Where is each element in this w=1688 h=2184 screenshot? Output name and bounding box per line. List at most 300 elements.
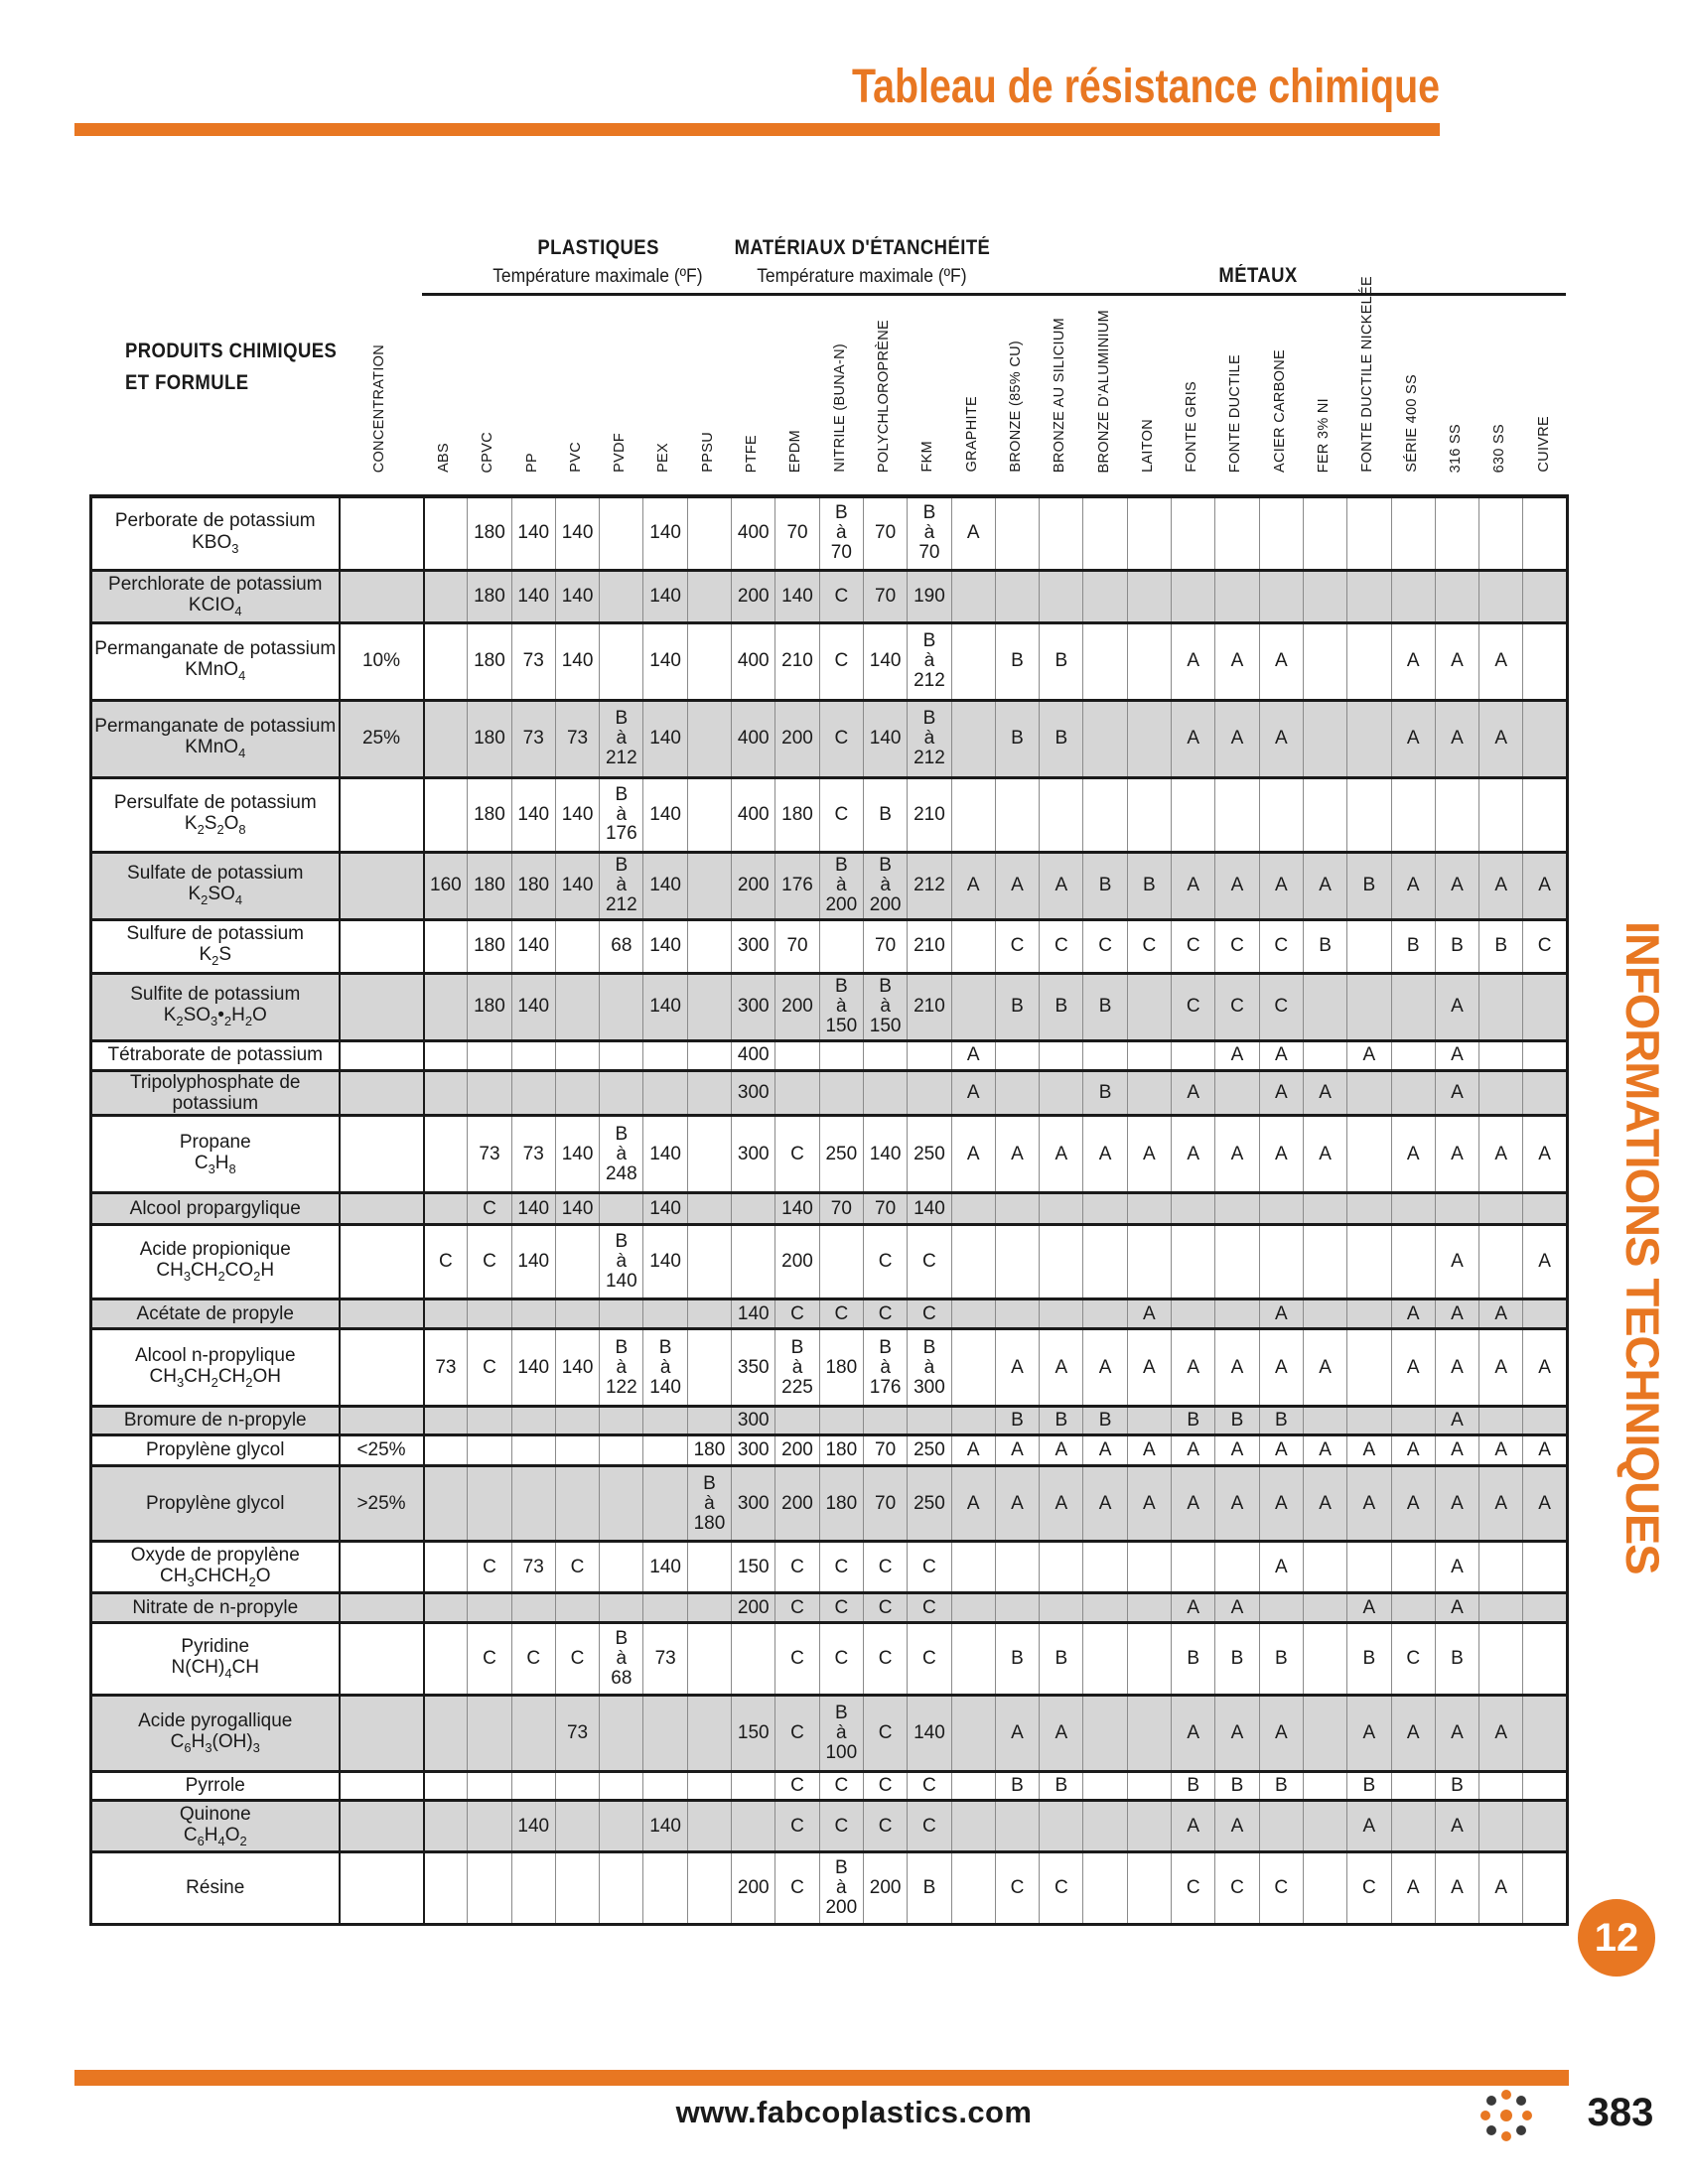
concentration-cell — [340, 1772, 424, 1801]
value-cell: C — [819, 700, 863, 777]
value-cell — [1303, 1772, 1346, 1801]
value-cell: C — [908, 1772, 951, 1801]
corner-label-line1: PRODUITS CHIMIQUES — [125, 340, 338, 362]
value-cell: 140 — [775, 1193, 819, 1225]
value-cell — [1391, 1193, 1435, 1225]
table-row — [91, 777, 1568, 852]
concentration-cell — [340, 1329, 424, 1407]
value-cell: 140 — [511, 1225, 555, 1299]
value-cell — [600, 1696, 643, 1772]
value-cell: A — [1435, 1225, 1478, 1299]
value-cell: C — [775, 1772, 819, 1801]
chemical-name: Pyridine — [181, 1636, 250, 1658]
value-cell — [600, 1466, 643, 1542]
value-cell — [424, 1193, 468, 1225]
value-cell: 140 — [511, 1801, 555, 1852]
value-cell: A — [1215, 1116, 1259, 1193]
value-cell: A — [1172, 1070, 1215, 1116]
value-cell — [732, 1193, 775, 1225]
value-cell — [687, 622, 731, 700]
value-cell — [951, 1801, 995, 1852]
table-row — [91, 622, 1568, 700]
value-cell: B à 176 — [600, 777, 643, 852]
value-cell: A — [1435, 1116, 1478, 1193]
value-cell: C — [863, 1542, 907, 1593]
value-cell — [1523, 1070, 1567, 1116]
chemical-name: Tripolyphosphate de potassium — [130, 1071, 301, 1114]
value-cell — [863, 1040, 907, 1070]
value-cell: A — [951, 1070, 995, 1116]
chemical-name-cell — [91, 777, 340, 852]
value-cell: 210 — [775, 622, 819, 700]
concentration-cell — [340, 1542, 424, 1593]
value-cell — [424, 1852, 468, 1925]
value-cell: 140 — [643, 1116, 687, 1193]
value-cell: A — [1259, 622, 1303, 700]
value-cell: B à 150 — [863, 973, 907, 1040]
value-cell: A — [1435, 1407, 1478, 1435]
value-cell: 350 — [732, 1329, 775, 1407]
value-cell — [819, 1225, 863, 1299]
value-cell: C — [468, 1193, 511, 1225]
value-cell — [555, 1466, 599, 1542]
value-cell — [1040, 1225, 1083, 1299]
value-cell — [1127, 1070, 1171, 1116]
page-title: Tableau de résistance chimique — [851, 61, 1440, 113]
column-header-fkm — [906, 256, 949, 473]
value-cell: A — [1391, 1466, 1435, 1542]
chemical-formula: $CH_3CHCH_2O$ — [160, 1565, 271, 1589]
value-cell: B à 122 — [600, 1329, 643, 1407]
value-cell — [1127, 1696, 1171, 1772]
value-cell — [1127, 1593, 1171, 1623]
value-cell: A — [1083, 1466, 1127, 1542]
value-cell — [1523, 1299, 1567, 1329]
value-cell — [1347, 1542, 1391, 1593]
value-cell: C — [1347, 1852, 1391, 1925]
value-cell: A — [1215, 622, 1259, 700]
value-cell — [511, 1852, 555, 1925]
value-cell: 180 — [468, 777, 511, 852]
value-cell: B — [1347, 1772, 1391, 1801]
value-cell: A — [1435, 1852, 1478, 1925]
value-cell — [1435, 1193, 1478, 1225]
value-cell: C — [1523, 919, 1567, 973]
value-cell — [424, 1542, 468, 1593]
value-cell — [1040, 1299, 1083, 1329]
chemical-formula: $K_2SO_4$ — [188, 884, 242, 908]
value-cell — [600, 1070, 643, 1116]
value-cell: 250 — [908, 1435, 951, 1466]
value-cell — [424, 1435, 468, 1466]
value-cell: A — [1435, 1040, 1478, 1070]
value-cell: A — [1435, 1329, 1478, 1407]
value-cell: 73 — [468, 1116, 511, 1193]
value-cell: 400 — [732, 777, 775, 852]
value-cell: A — [1172, 622, 1215, 700]
value-cell: 140 — [511, 570, 555, 622]
column-header-text: EPDM — [787, 429, 804, 473]
corner-label-line2: ET FORMULE — [125, 370, 249, 394]
value-cell — [1523, 777, 1567, 852]
value-cell: B — [1040, 973, 1083, 1040]
value-cell: B à 70 — [908, 496, 951, 570]
value-cell: A — [1259, 852, 1303, 919]
value-cell — [1083, 496, 1127, 570]
chemical-formula: $K_2S_2O_8$ — [184, 812, 246, 837]
value-cell: C — [1215, 1852, 1259, 1925]
chemical-name-cell — [91, 1696, 340, 1772]
value-cell — [687, 1329, 731, 1407]
value-cell — [1303, 1225, 1346, 1299]
value-cell — [1479, 1623, 1523, 1696]
value-cell — [1040, 1542, 1083, 1593]
value-cell — [1303, 1193, 1346, 1225]
column-header-text: FONTE DUCTILE NICKELÉE — [1359, 276, 1376, 473]
value-cell — [1347, 1225, 1391, 1299]
value-cell: A — [995, 1435, 1039, 1466]
chemical-name-cell — [91, 919, 340, 973]
value-cell — [1083, 1040, 1127, 1070]
value-cell: 140 — [643, 496, 687, 570]
value-cell — [1215, 570, 1259, 622]
value-cell — [1391, 1772, 1435, 1801]
value-cell — [1083, 1852, 1127, 1925]
table-row — [91, 1772, 1568, 1801]
value-cell: A — [1479, 1116, 1523, 1193]
value-cell — [1083, 1772, 1127, 1801]
value-cell: A — [1172, 700, 1215, 777]
value-cell: C — [775, 1852, 819, 1925]
chemical-name-cell — [91, 1070, 340, 1116]
value-cell — [951, 1852, 995, 1925]
value-cell: A — [1215, 1329, 1259, 1407]
value-cell — [1523, 1040, 1567, 1070]
value-cell — [424, 1623, 468, 1696]
value-cell: A — [1172, 1466, 1215, 1542]
value-cell: A — [1479, 1852, 1523, 1925]
chemical-name: Propane — [179, 1131, 251, 1153]
concentration-cell — [340, 1696, 424, 1772]
value-cell: A — [1523, 1329, 1567, 1407]
chemical-name: Tétraborate de potassium — [107, 1044, 323, 1066]
value-cell — [600, 1407, 643, 1435]
value-cell: A — [995, 1116, 1039, 1193]
value-cell: B — [1479, 919, 1523, 973]
value-cell — [732, 1801, 775, 1852]
value-cell — [1083, 1542, 1127, 1593]
value-cell — [1523, 1542, 1567, 1593]
value-cell: 300 — [732, 1435, 775, 1466]
value-cell — [951, 1772, 995, 1801]
chemical-name: Sulfite de potassium — [130, 984, 301, 1006]
title-rule — [74, 123, 1440, 136]
value-cell — [908, 1407, 951, 1435]
value-cell: B — [995, 1772, 1039, 1801]
chemical-name: Acide pyrogallique — [138, 1710, 293, 1732]
value-cell — [424, 1116, 468, 1193]
table-row — [91, 1407, 1568, 1435]
value-cell: 250 — [819, 1116, 863, 1193]
value-cell: 140 — [643, 1193, 687, 1225]
chemical-name: Perborate de potassium — [114, 510, 316, 532]
value-cell — [1127, 1542, 1171, 1593]
value-cell: C — [908, 1801, 951, 1852]
value-cell: 70 — [863, 1193, 907, 1225]
value-cell — [1127, 1772, 1171, 1801]
value-cell: A — [1040, 1435, 1083, 1466]
column-header-bronze-d-aluminium — [1082, 256, 1126, 473]
concentration-cell: >25% — [340, 1466, 424, 1542]
value-cell — [1347, 1116, 1391, 1193]
value-cell — [1172, 570, 1215, 622]
value-cell — [555, 973, 599, 1040]
concentration-cell — [340, 1299, 424, 1329]
value-cell: B à 70 — [819, 496, 863, 570]
value-cell — [1479, 1542, 1523, 1593]
value-cell: A — [1127, 1466, 1171, 1542]
value-cell: C — [1215, 919, 1259, 973]
value-cell — [1523, 1772, 1567, 1801]
value-cell: B — [1040, 622, 1083, 700]
value-cell: A — [1523, 1435, 1567, 1466]
value-cell — [1259, 570, 1303, 622]
value-cell — [687, 777, 731, 852]
value-cell — [1127, 1407, 1171, 1435]
column-header-cuivre — [1522, 256, 1566, 473]
value-cell: A — [995, 1696, 1039, 1772]
value-cell: B — [1435, 1772, 1478, 1801]
value-cell: B — [1083, 973, 1127, 1040]
value-cell: C — [863, 1225, 907, 1299]
column-header-text: FONTE DUCTILE — [1227, 353, 1244, 473]
value-cell — [995, 1070, 1039, 1116]
value-cell: C — [1172, 1852, 1215, 1925]
value-cell: A — [951, 1116, 995, 1193]
value-cell: C — [863, 1696, 907, 1772]
value-cell — [995, 777, 1039, 852]
value-cell: B — [1127, 852, 1171, 919]
value-cell: A — [1303, 1466, 1346, 1542]
value-cell — [1303, 1852, 1346, 1925]
column-header-text: PPSU — [699, 432, 716, 473]
concentration-cell — [340, 1070, 424, 1116]
value-cell — [643, 1593, 687, 1623]
value-cell: 200 — [775, 1225, 819, 1299]
value-cell — [468, 1040, 511, 1070]
value-cell: A — [1435, 1542, 1478, 1593]
value-cell: 180 — [468, 852, 511, 919]
value-cell — [643, 1299, 687, 1329]
value-cell — [424, 570, 468, 622]
value-cell — [908, 1040, 951, 1070]
value-cell — [819, 919, 863, 973]
value-cell: A — [1127, 1329, 1171, 1407]
value-cell: C — [995, 919, 1039, 973]
value-cell: A — [1347, 1466, 1391, 1542]
value-cell — [424, 1801, 468, 1852]
value-cell — [1479, 1040, 1523, 1070]
value-cell: C — [468, 1225, 511, 1299]
value-cell: B — [863, 777, 907, 852]
value-cell — [1523, 1593, 1567, 1623]
value-cell: A — [1127, 1116, 1171, 1193]
value-cell: 140 — [908, 1193, 951, 1225]
value-cell: 140 — [511, 973, 555, 1040]
value-cell: 400 — [732, 700, 775, 777]
value-cell: C — [775, 1801, 819, 1852]
value-cell — [424, 919, 468, 973]
value-cell: 190 — [908, 570, 951, 622]
value-cell: 180 — [687, 1435, 731, 1466]
value-cell — [1083, 622, 1127, 700]
value-cell: 300 — [732, 919, 775, 973]
value-cell: 250 — [908, 1116, 951, 1193]
value-cell: 400 — [732, 1040, 775, 1070]
table-row — [91, 1593, 1568, 1623]
value-cell — [1127, 973, 1171, 1040]
value-cell: A — [1127, 1299, 1171, 1329]
column-header-text: 630 SS — [1491, 423, 1508, 473]
value-cell: 68 — [600, 919, 643, 973]
value-cell — [1040, 1040, 1083, 1070]
value-cell: A — [1391, 622, 1435, 700]
value-cell: B — [908, 1852, 951, 1925]
value-cell: B — [1435, 919, 1478, 973]
chemical-name: Permanganate de potassium — [94, 716, 337, 738]
value-cell: B — [1040, 1772, 1083, 1801]
value-cell — [1347, 570, 1391, 622]
value-cell: 160 — [424, 852, 468, 919]
value-cell: C — [555, 1623, 599, 1696]
value-cell: A — [1435, 1593, 1478, 1623]
value-cell — [951, 1329, 995, 1407]
chemical-name-cell — [91, 1772, 340, 1801]
value-cell: 73 — [511, 1116, 555, 1193]
chemical-name: Résine — [186, 1877, 245, 1899]
value-cell: 70 — [775, 496, 819, 570]
value-cell: B — [1259, 1407, 1303, 1435]
value-cell — [1127, 700, 1171, 777]
column-header-bronze-85-cu- — [994, 256, 1038, 473]
column-header-acier-carbone — [1258, 256, 1302, 473]
value-cell: C — [1391, 1623, 1435, 1696]
value-cell — [1303, 1696, 1346, 1772]
column-header-pex — [642, 256, 686, 473]
value-cell — [908, 1070, 951, 1116]
value-cell: A — [1479, 700, 1523, 777]
column-header-text: ACIER CARBONE — [1271, 349, 1288, 473]
value-cell: 70 — [819, 1193, 863, 1225]
value-cell: 73 — [555, 700, 599, 777]
value-cell: A — [1215, 852, 1259, 919]
value-cell: B à 100 — [819, 1696, 863, 1772]
value-cell — [951, 1407, 995, 1435]
value-cell — [555, 1040, 599, 1070]
value-cell — [1215, 777, 1259, 852]
chemical-formula: KMnO$_4$ — [185, 659, 246, 684]
value-cell — [1479, 1772, 1523, 1801]
value-cell: A — [1215, 1593, 1259, 1623]
value-cell — [1215, 1225, 1259, 1299]
value-cell: A — [1435, 622, 1478, 700]
value-cell — [1172, 1225, 1215, 1299]
value-cell — [424, 1407, 468, 1435]
chemical-name-cell — [91, 496, 340, 570]
value-cell — [1172, 1040, 1215, 1070]
value-cell: A — [1391, 1696, 1435, 1772]
value-cell: C — [775, 1542, 819, 1593]
value-cell — [1303, 1407, 1346, 1435]
value-cell: 70 — [775, 919, 819, 973]
value-cell — [951, 1193, 995, 1225]
chemical-name-cell — [91, 570, 340, 622]
value-cell: B à 140 — [600, 1225, 643, 1299]
value-cell: 212 — [908, 852, 951, 919]
value-cell: 73 — [643, 1623, 687, 1696]
value-cell — [1479, 1407, 1523, 1435]
group-label: PLASTIQUES — [536, 236, 659, 259]
value-cell — [1347, 700, 1391, 777]
value-cell — [1479, 973, 1523, 1040]
column-header-text: PEX — [655, 443, 672, 473]
value-cell — [1347, 622, 1391, 700]
value-cell — [1479, 496, 1523, 570]
value-cell: 140 — [863, 1116, 907, 1193]
column-header-text: PVDF — [612, 433, 629, 473]
value-cell — [1127, 570, 1171, 622]
column-header-text: SÉRIE 400 SS — [1403, 374, 1420, 473]
value-cell: 180 — [511, 852, 555, 919]
value-cell: A — [1347, 1593, 1391, 1623]
value-cell — [1523, 700, 1567, 777]
value-cell — [1172, 777, 1215, 852]
value-cell: B — [1215, 1772, 1259, 1801]
chemical-formula: $KBO_3$ — [192, 531, 239, 556]
value-cell: B — [1172, 1623, 1215, 1696]
value-cell: A — [1479, 1329, 1523, 1407]
table-row — [91, 1329, 1568, 1407]
column-header-text: CPVC — [480, 431, 496, 473]
value-cell: A — [1215, 1466, 1259, 1542]
value-cell — [951, 919, 995, 973]
value-cell — [643, 1852, 687, 1925]
chemical-name-cell — [91, 1466, 340, 1542]
value-cell: C — [863, 1299, 907, 1329]
value-cell — [951, 777, 995, 852]
value-cell: 140 — [643, 700, 687, 777]
value-cell: B à 212 — [908, 700, 951, 777]
column-header-pvdf — [598, 256, 641, 473]
value-cell — [1127, 777, 1171, 852]
value-cell: C — [1172, 973, 1215, 1040]
table-row — [91, 1542, 1568, 1593]
value-cell — [555, 1299, 599, 1329]
value-cell: C — [819, 1542, 863, 1593]
value-cell — [1083, 700, 1127, 777]
value-cell: A — [1523, 852, 1567, 919]
value-cell — [1215, 1542, 1259, 1593]
chemical-name: Bromure de n-propyle — [123, 1410, 307, 1432]
value-cell: C — [863, 1772, 907, 1801]
column-header-epdm — [774, 256, 817, 473]
value-cell — [468, 1466, 511, 1542]
value-cell — [1347, 1299, 1391, 1329]
value-cell: 140 — [643, 973, 687, 1040]
value-cell: A — [1172, 1329, 1215, 1407]
value-cell — [511, 1772, 555, 1801]
value-cell: A — [1479, 1299, 1523, 1329]
